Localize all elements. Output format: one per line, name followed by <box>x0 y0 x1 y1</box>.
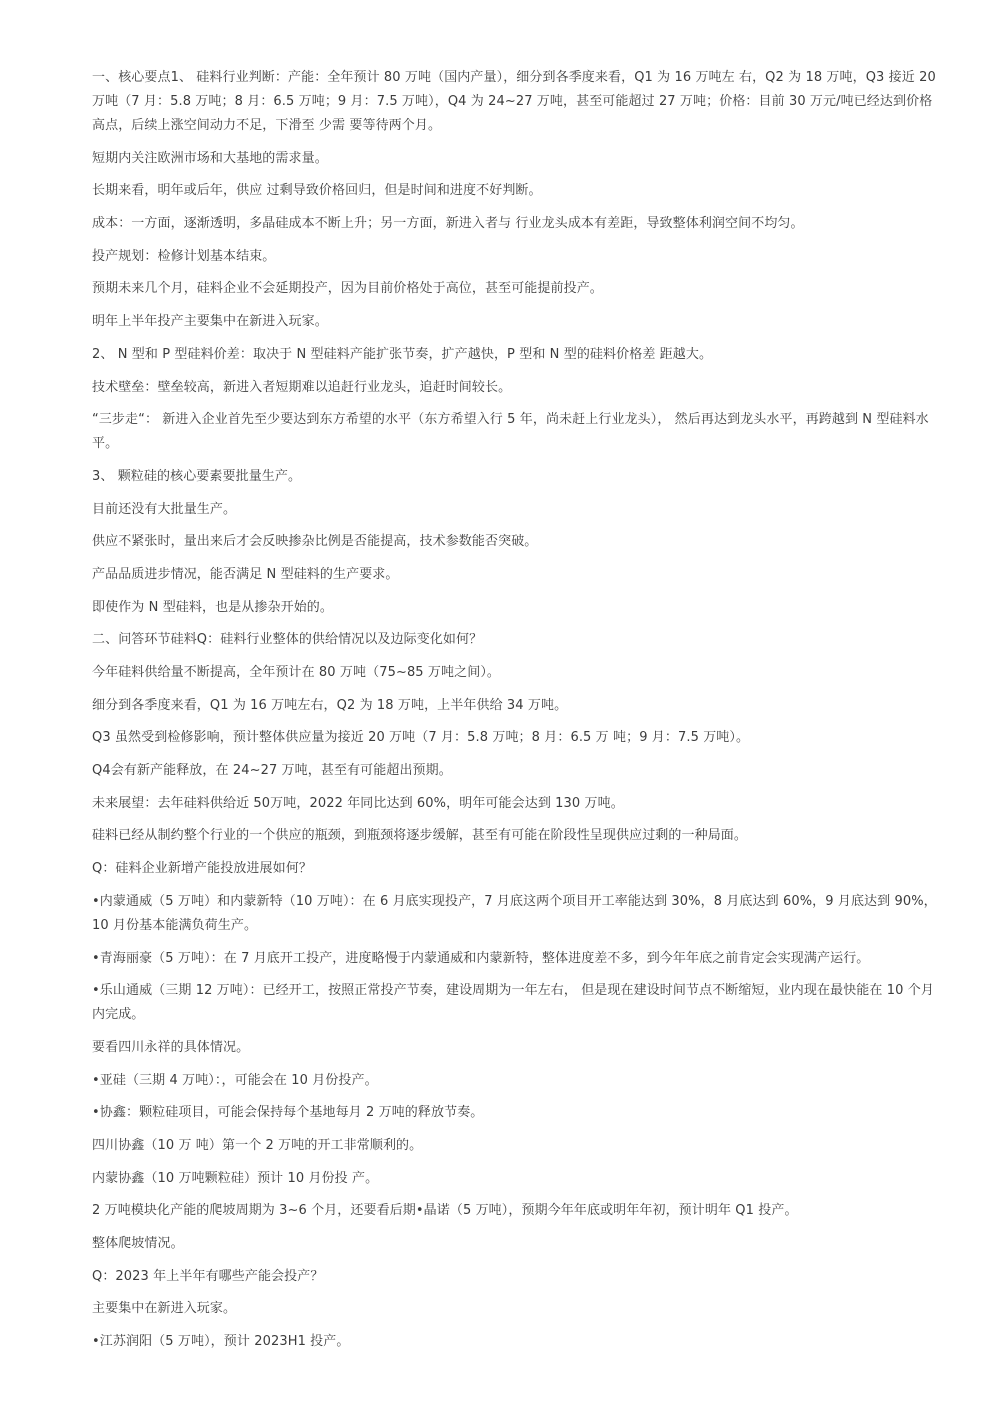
paragraph-supply-doping: 供应不紧张时，量出来后才会反映掺杂比例是否能提高，技术参数能否突破。 <box>92 534 538 550</box>
paragraph-tech-barrier: 技术壁垒：壁垒较高，新进入者短期难以追赶行业龙头，追赶时间较长。 <box>92 379 512 395</box>
paragraph-core-points: 一、核心要点1、 硅料行业判断：产能：全年预计 80 万吨（国内产量），细分到各季度来看，Q1 为 16 万吨左 右，Q2 为 18 万吨，Q3 接近 20 万吨（7 月：5.8 万吨；8 月：6.5 万吨；9 月：7.5 万吨），Q4 为 24~27 万吨，甚至可能超过 27 万吨；价格：目前 30 万元/吨已经达到价格高点，后续上涨空间动力不足，下滑至 少需 要等待两个月。 <box>92 70 936 133</box>
paragraph-np-price-gap: 2、 N 型和 P 型硅料价差：取决于 N 型硅料产能扩张节奏，扩产越快，P 型和 N 型的硅料价格差 距越大。 <box>92 346 713 362</box>
paragraph-sichuan-yongxiang: 要看四川永祥的具体情况。 <box>92 1039 250 1055</box>
list-item-yagui: •亚硅（三期 4 万吨）：，可能会在 10 月份投产。 <box>92 1072 378 1088</box>
paragraph-next-year: 明年上半年投产主要集中在新进入玩家。 <box>92 314 328 330</box>
paragraph-three-steps: “三步走“： 新进入企业首先至少要达到东方希望的水平（东方希望入行 5 年，尚未赶上行业龙头）， 然后再达到龙头水平，再跨越到 N 型硅料水平。 <box>92 412 929 452</box>
paragraph-n-type-doping: 即使作为 N 型硅料，也是从掺杂开始的。 <box>92 599 333 615</box>
paragraph-production-plan: 投产规划：检修计划基本结束。 <box>92 248 276 264</box>
paragraph-short-term: 短期内关注欧洲市场和大基地的需求量。 <box>92 150 328 166</box>
paragraph-quarterly: 细分到各季度来看，Q1 为 16 万吨左右，Q2 为 18 万吨，上半年供给 34 万吨。 <box>92 697 568 713</box>
document-body <box>92 66 942 1363</box>
list-item-qinghai-lihao: •青海丽豪（5 万吨）：在 7 月底开工投产，进度略慢于内蒙通威和内蒙新特，整体进度差不多，到今年年底之前肯定会实现满产运行。 <box>92 950 870 966</box>
paragraph-sichuan-gcl: 四川协鑫（10 万 吨）第一个 2 万吨的开工非常顺利的。 <box>92 1137 423 1153</box>
paragraph-inner-mongolia-gcl: 内蒙协鑫（10 万吨颗粒硅）预计 10 月份投 产。 <box>92 1170 379 1186</box>
paragraph-ramp-cycle: 2 万吨模块化产能的爬坡周期为 3~6 个月，还要看后期•晶诺（5 万吨），预期今年年底或明年年初，预计明年 Q1 投产。 <box>92 1203 798 1219</box>
paragraph-no-mass-production: 目前还没有大批量生产。 <box>92 501 237 517</box>
paragraph-outlook: 未来展望：去年硅料供给近 50万吨，2022 年同比达到 60%，明年可能会达到 130 万吨。 <box>92 795 624 811</box>
paragraph-expectation: 预期未来几个月，硅料企业不会延期投产，因为目前价格处于高位，甚至可能提前投产。 <box>92 281 603 297</box>
paragraph-ramp-overall: 整体爬坡情况。 <box>92 1236 184 1251</box>
paragraph-bottleneck: 硅料已经从制约整个行业的一个供应的瓶颈，到瓶颈将逐步缓解，甚至有可能在阶段性呈现供应过剩的一种局面。 <box>92 828 748 844</box>
paragraph-granular-silicon: 3、 颗粒硅的核心要素要批量生产。 <box>92 468 302 484</box>
paragraph-q4: Q4会有新产能释放，在 24~27 万吨，甚至有可能超出预期。 <box>92 763 452 779</box>
paragraph-quality: 产品品质进步情况，能否满足 N 型硅料的生产要求。 <box>92 566 399 582</box>
list-item-leshan-tongwei: •乐山通威（三期 12 万吨）：已经开工，按照正常投产节奏，建设周期为一年左右， 但是现在建设时间节点不断缩短，业内现在最快能在 10 个月内完成。 <box>92 983 934 1023</box>
list-item-jiangsu-runyang: •江苏润阳（5 万吨），预计 2023H1 投产。 <box>92 1334 350 1350</box>
paragraph-cost: 成本：一方面，逐渐透明，多晶硅成本不断上升；另一方面，新进入者与 行业龙头成本有差距，导致整体利润空间不均匀。 <box>92 216 804 232</box>
paragraph-q3: Q3 虽然受到检修影响，预计整体供应量为接近 20 万吨（7 月：5.8 万吨；8 月：6.5 万 吨；9 月：7.5 万吨）。 <box>92 730 750 746</box>
paragraph-new-entrants: 主要集中在新进入玩家。 <box>92 1301 237 1317</box>
paragraph-long-term: 长期来看，明年或后年，供应 过剩导致价格回归，但是时间和进度不好判断。 <box>92 183 542 199</box>
paragraph-annual-supply: 今年硅料供给量不断提高，全年预计在 80 万吨（75~85 万吨之间）。 <box>92 665 501 680</box>
list-item-inner-mongolia: •内蒙通威（5 万吨）和内蒙新特（10 万吨）：在 6 月底实现投产，7 月底这两个项目开工率能达到 30%，8 月底达到 60%，9 月底达到 90%，10 月份基本能满负荷生产。 <box>92 893 937 933</box>
paragraph-qa-heading: 二、问答环节硅料Q：硅料行业整体的供给情况以及边际变化如何？ <box>92 632 483 648</box>
paragraph-q-2023h1: Q：2023 年上半年有哪些产能会投产？ <box>92 1268 324 1284</box>
paragraph-q-new-capacity: Q：硅料企业新增产能投放进展如何？ <box>92 861 312 877</box>
list-item-gcl: •协鑫：颗粒硅项目，可能会保持每个基地每月 2 万吨的释放节奏。 <box>92 1105 484 1121</box>
